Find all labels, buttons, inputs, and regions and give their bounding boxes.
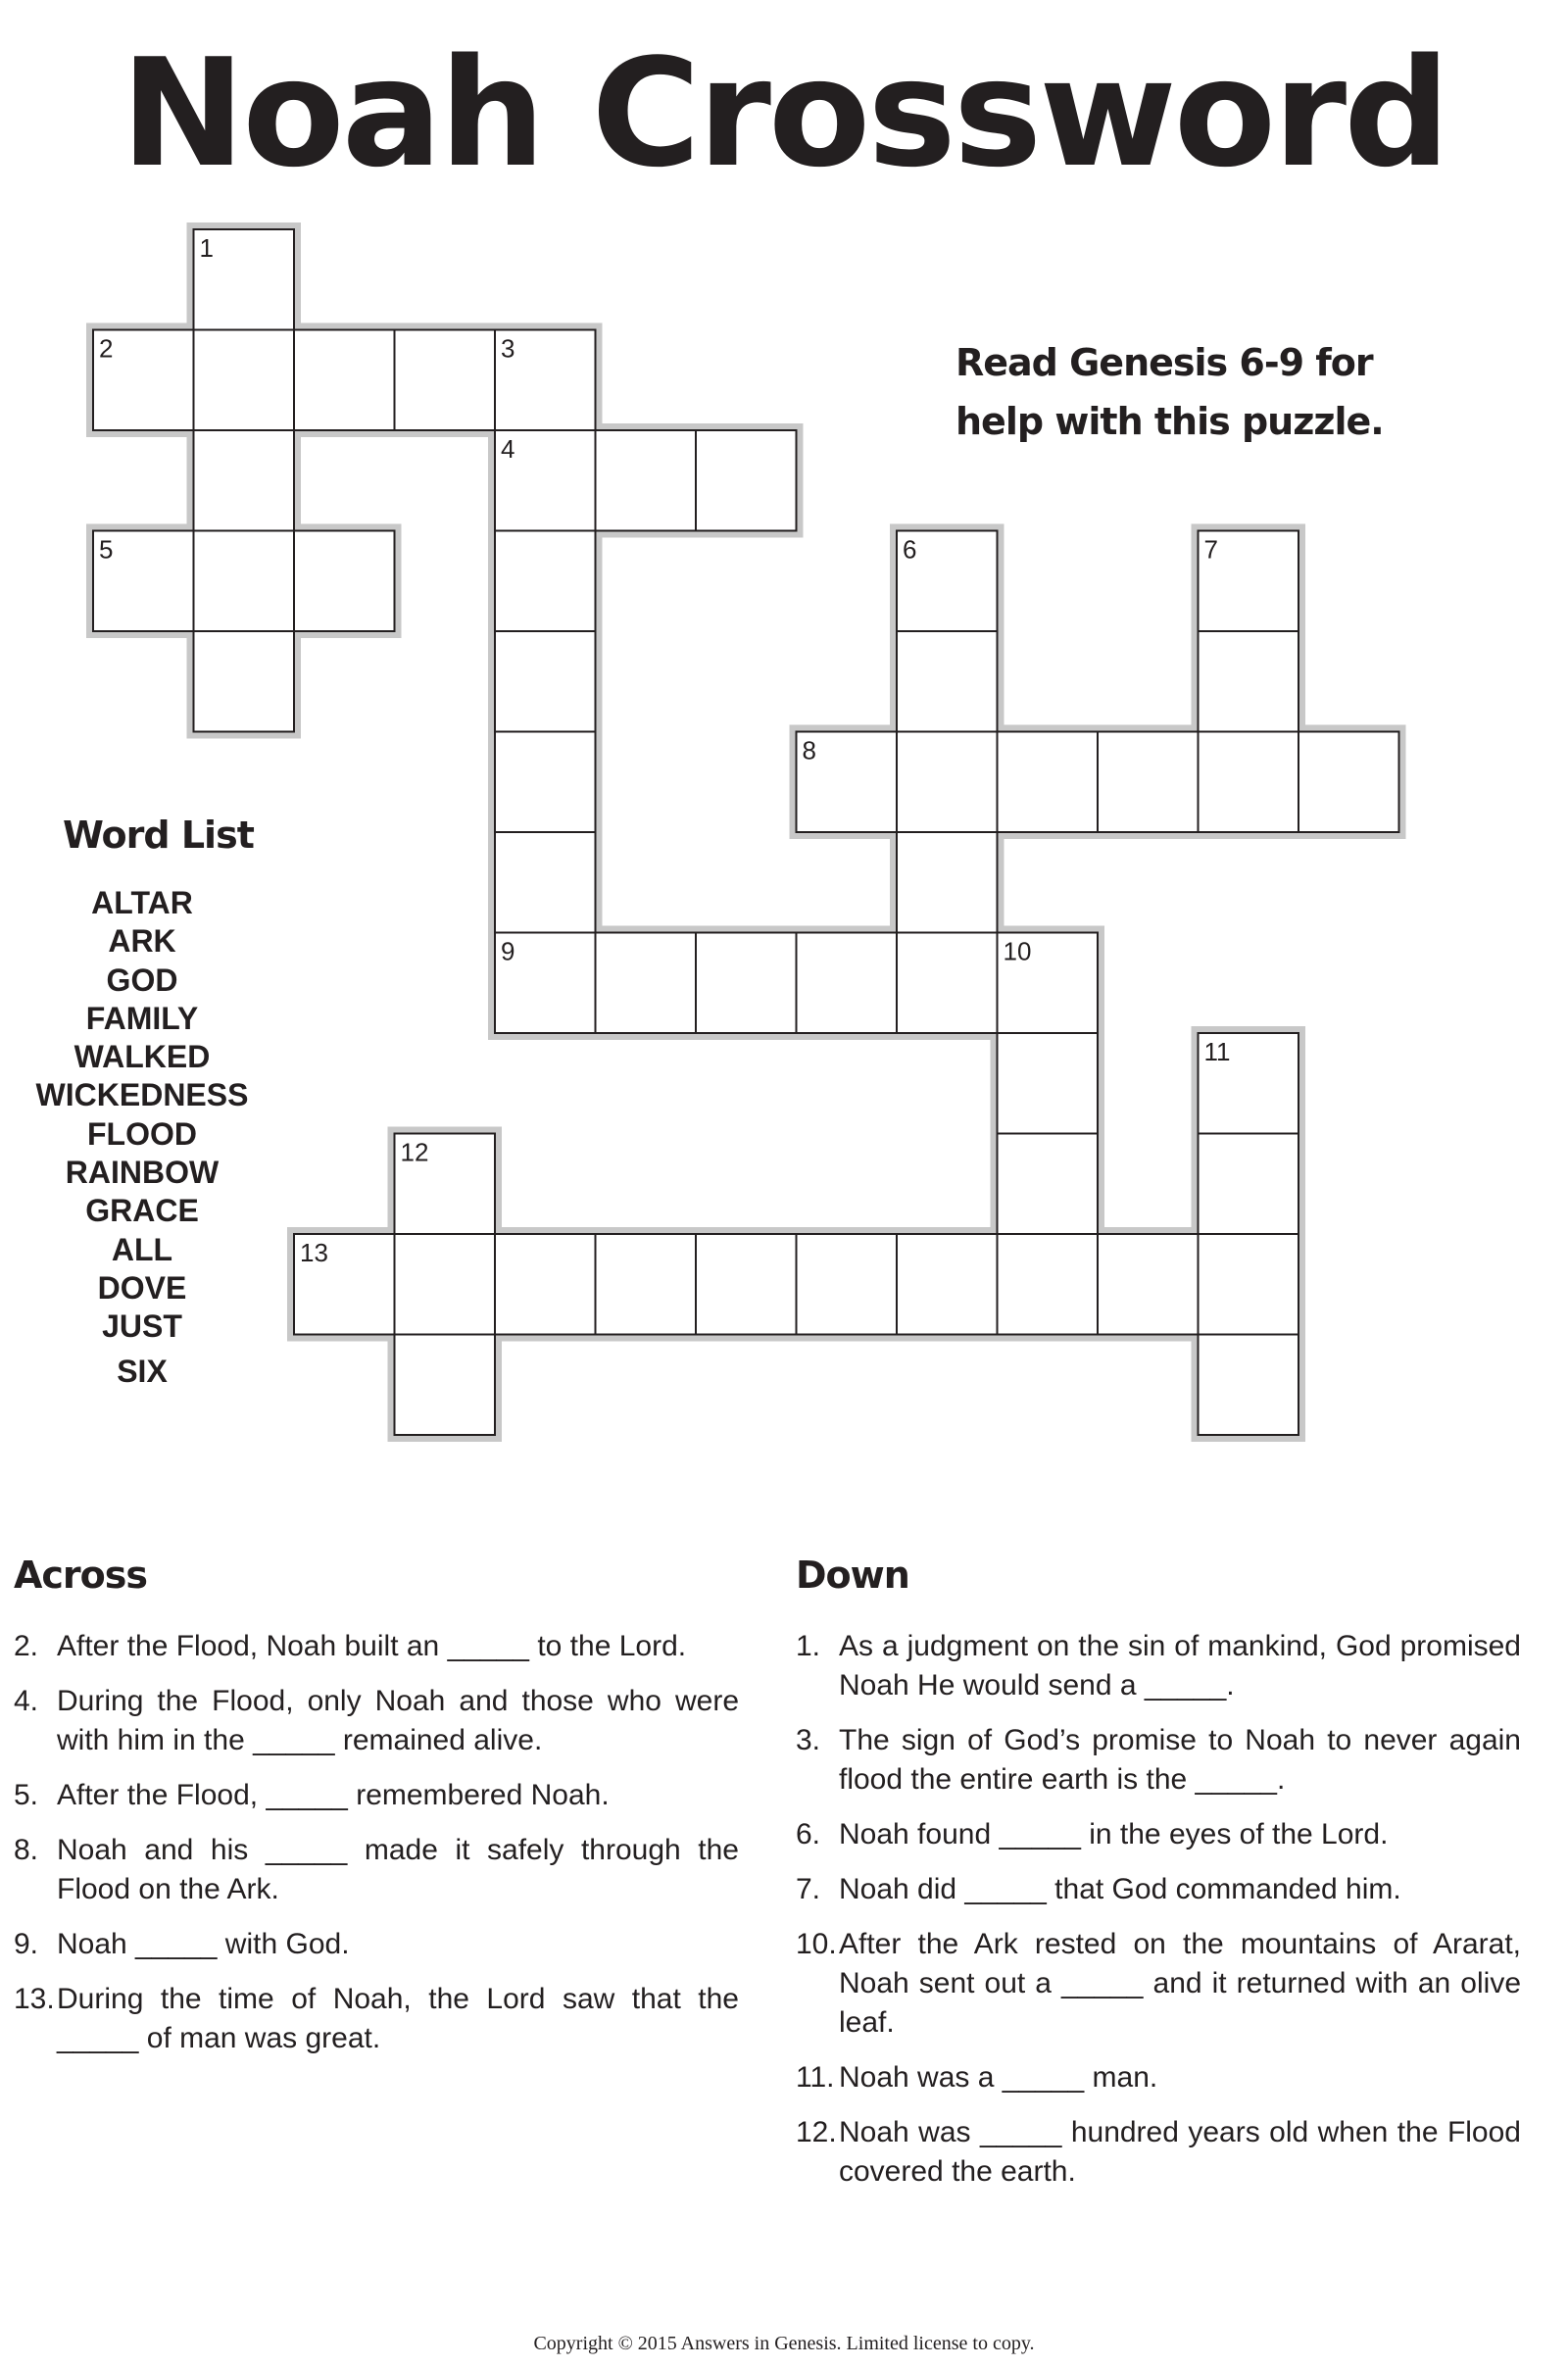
clue-number: 4. [14,1685,39,1717]
crossword-cell[interactable] [495,832,596,933]
cell-number: 1 [199,233,214,263]
word-list [20,884,265,1391]
crossword-cell[interactable] [1098,1234,1199,1335]
crossword-cell[interactable] [596,933,697,1034]
cell-number: 9 [501,936,515,966]
crossword-cell[interactable] [797,933,898,1034]
clue-number: 3. [796,1724,821,1756]
clue-number: 5. [14,1779,39,1811]
word-list-item: RAINBOW [65,1155,220,1191]
crossword-cell[interactable] [1199,631,1299,732]
crossword-cell[interactable] [1098,732,1199,833]
word-list-item: JUST [102,1308,182,1345]
cell-number: 3 [501,333,515,364]
cell-number: 13 [300,1238,328,1267]
clue-number: 12. [796,2116,837,2148]
crossword-cell[interactable] [194,531,295,632]
crossword-cell[interactable] [998,1234,1099,1335]
across-heading: Across [14,1554,148,1597]
hint-line-2: help with this puzzle. [956,400,1384,443]
clue-item [796,1925,1521,2043]
clue-text: After the Flood, Noah built an _____ to the Lord. [57,1630,687,1662]
clue-number: 13. [14,1983,55,2015]
clue-text: During the Flood, only Noah and those who were with him in the _____ remained alive. [57,1685,739,1756]
word-list-item: ALL [111,1231,173,1267]
clue-text: During the time of Noah, the Lord saw that the _____ of man was great. [57,1983,739,2054]
word-list-item: SIX [117,1353,168,1389]
crossword-cell[interactable] [1199,1134,1299,1235]
clue-text: As a judgment on the sin of mankind, God promised Noah He would send a _____. [839,1630,1521,1702]
crossword-cell[interactable] [696,430,797,531]
clue-item [796,1815,1521,1854]
hint-line-1: Read Genesis 6-9 for [956,341,1373,384]
clue-item [14,1925,739,1964]
clue-item [14,1831,739,1909]
down-heading: Down [796,1554,909,1597]
cell-number: 4 [501,434,515,464]
clue-number: 2. [14,1630,39,1662]
crossword-cell[interactable] [897,832,998,933]
crossword-cell[interactable] [596,430,697,531]
crossword-cell[interactable] [1199,1234,1299,1335]
crossword-cell[interactable] [696,933,797,1034]
clue-item [14,1776,739,1815]
crossword-cell[interactable] [797,1234,898,1335]
clue-text: The sign of God’s promise to Noah to never again flood the entire earth is the _____. [839,1724,1521,1796]
clue-text: Noah did _____ that God commanded him. [839,1873,1401,1905]
clue-item [796,1627,1521,1705]
clue-number: 6. [796,1818,821,1850]
clue-text: Noah was _____ hundred years old when the Flood covered the earth. [839,2116,1521,2188]
crossword-cell[interactable] [495,1234,596,1335]
cell-number: 7 [1203,534,1218,565]
clue-text: Noah and his _____ made it safely through the Flood on the Ark. [57,1834,739,1905]
crossword-cell[interactable] [294,330,395,431]
crossword-cell[interactable] [294,531,395,632]
down-clues [796,1627,1521,2207]
crossword-cell[interactable] [696,1234,797,1335]
crossword-cell[interactable] [897,732,998,833]
word-list-item: FAMILY [85,1000,199,1036]
crossword-cell[interactable] [1199,732,1299,833]
clue-number: 10. [796,1928,837,1960]
crossword-cell[interactable] [194,430,295,531]
cell-number: 2 [99,333,114,364]
word-list-item: WICKEDNESS [35,1077,249,1113]
word-list-item: GRACE [85,1193,199,1229]
clue-number: 8. [14,1834,39,1866]
clue-item [14,1682,739,1760]
crossword-cell[interactable] [998,732,1099,833]
clue-item [796,2113,1521,2192]
clue-text: Noah found _____ in the eyes of the Lord. [839,1818,1389,1850]
crossword-cell[interactable] [395,330,496,431]
crossword-cell[interactable] [596,1234,697,1335]
crossword-cell[interactable] [1298,732,1399,833]
clue-number: 9. [14,1928,39,1960]
word-list-title: Word List [63,814,254,857]
clue-number: 11. [796,2061,835,2094]
word-list-item: FLOOD [87,1115,197,1152]
crossword-cell[interactable] [395,1234,496,1335]
cell-number: 5 [99,534,114,565]
word-list-item: GOD [106,962,178,998]
word-list-item: WALKED [74,1039,211,1075]
cell-number: 11 [1203,1037,1231,1066]
crossword-cell[interactable] [495,531,596,632]
crossword-cell[interactable] [495,631,596,732]
clue-number: 7. [796,1873,821,1905]
clue-text: Noah _____ with God. [57,1928,350,1960]
crossword-cell[interactable] [897,631,998,732]
crossword-cell[interactable] [194,330,295,431]
word-list-item: ARK [108,923,176,960]
crossword-cell[interactable] [1199,1335,1299,1436]
crossword-cell[interactable] [194,631,295,732]
hint-text [956,333,1384,451]
page-title: Noah Crossword [121,26,1447,200]
crossword-cell[interactable] [495,732,596,833]
crossword-cell[interactable] [897,933,998,1034]
cell-number: 12 [400,1137,429,1167]
clue-item [14,1980,739,2058]
clue-item [796,1721,1521,1800]
across-clues [14,1627,739,2074]
crossword-cell[interactable] [998,1134,1099,1235]
copyright-notice: Copyright © 2015 Answers in Genesis. Limited license to copy. [533,2333,1035,2354]
clue-text: Noah was a _____ man. [839,2061,1158,2094]
cell-number: 8 [802,735,816,765]
word-list-item: ALTAR [91,885,193,920]
clue-item [14,1627,739,1666]
clue-number: 1. [796,1630,821,1662]
clue-item [796,1870,1521,1909]
clue-text: After the Flood, _____ remembered Noah. [57,1779,610,1811]
word-list-item: DOVE [97,1269,187,1306]
cell-number: 6 [903,534,917,565]
cell-number: 10 [1003,936,1032,966]
clue-item [796,2058,1521,2097]
crossword-cell[interactable] [998,1033,1099,1134]
clue-text: After the Ark rested on the mountains of Ararat, Noah sent out a _____ and it returned with an olive leaf. [839,1928,1521,2039]
crossword-cell[interactable] [897,1234,998,1335]
crossword-cell[interactable] [395,1335,496,1436]
